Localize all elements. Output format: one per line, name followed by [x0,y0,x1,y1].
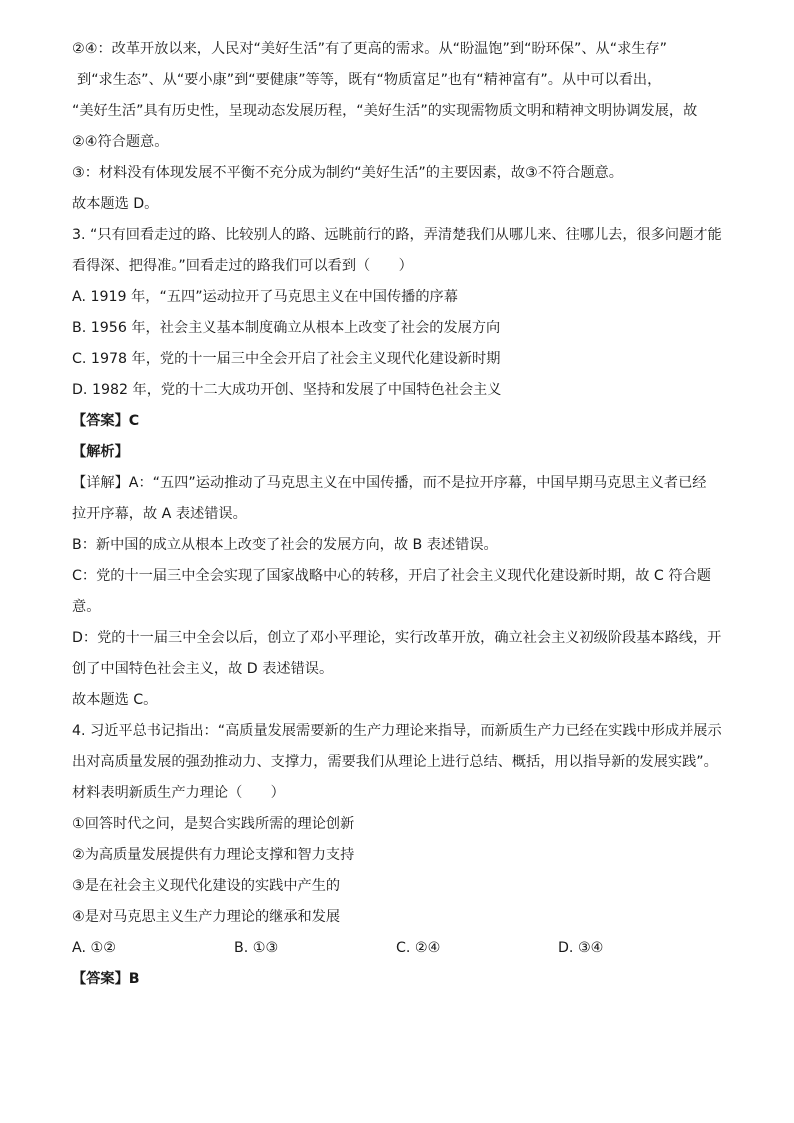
text-line: ②④符合题意。 [72,134,169,150]
option-a: A. ①② [72,940,116,956]
answer-label: 【答案】C [72,413,140,429]
question-3-option-c: C. 1978 年，党的十一届三中全会开启了社会主义现代化建设新时期 [72,351,501,367]
question-3-stem: 看得深、把得准。”回看走过的路我们可以看到（ ） [72,258,413,274]
question-3-option-d: D. 1982 年，党的十二大成功开创、坚持和发展了中国特色社会主义 [72,382,502,398]
question-3-option-b: B. 1956 年，社会主义基本制度确立从根本上改变了社会的发展方向 [72,320,501,336]
statement-4: ④是对马克思主义生产力理论的继承和发展 [72,909,341,925]
text-line: “美好生活”具有历史性，呈现动态发展历程，“美好生活”的实现需物质文明和精神文明协调发展，故 [72,103,698,119]
text-line: 故本题选 C。 [72,692,158,708]
text-line: ②④：改革开放以来，人民对“美好生活”有了更高的需求。从“盼温饱”到“盼环保”、从“求生存” [72,41,667,57]
text-line: C：党的十一届三中全会实现了国家战略中心的转移，开启了社会主义现代化建设新时期，故 C 符合题 [72,568,711,584]
statement-2: ②为高质量发展提供有力理论支撑和智力支持 [72,847,355,863]
answer-label: 【答案】B [72,971,140,987]
option-c: C. ②④ [396,940,441,956]
text-line: 【详解】A：“五四”运动推动了马克思主义在中国传播，而不是拉开序幕，中国早期马克思主义者已经 [72,475,707,491]
question-4-stem: 出对高质量发展的强劲推动力、支撑力，需要我们从理论上进行总结、概括，用以指导新的发展实践”。 [72,754,718,770]
text-line: 拉开序幕，故 A 表述错误。 [72,506,247,522]
text-line: 到“求生态”、从“要小康”到“要健康”等等，既有“物质富足”也有“精神富有”。从中可以看出， [77,72,662,88]
text-line: 意。 [72,599,101,615]
question-4-options [72,933,727,964]
statement-3: ③是在社会主义现代化建设的实践中产生的 [72,878,341,894]
analysis-label: 【解析】 [72,444,129,460]
text-line: B：新中国的成立从根本上改变了社会的发展方向，故 B 表述错误。 [72,537,498,553]
text-line: D：党的十一届三中全会以后，创立了邓小平理论，实行改革开放，确立社会主义初级阶段基本路线，开 [72,630,722,646]
option-d: D. ③④ [558,940,604,956]
text-line: 创了中国特色社会主义，故 D 表述错误。 [72,661,334,677]
question-4-stem: 4. 习近平总书记指出：“高质量发展需要新的生产力理论来指导，而新质生产力已经在实践中形成并展示 [72,723,722,739]
question-3-option-a: A. 1919 年，“五四”运动拉开了马克思主义在中国传播的序幕 [72,289,458,305]
text-line: ③：材料没有体现发展不平衡不充分成为制约“美好生活”的主要因素，故③不符合题意。 [72,165,623,181]
question-4-stem: 材料表明新质生产力理论（ ） [72,785,285,801]
text-line: 故本题选 D。 [72,196,159,212]
document-page [72,34,727,995]
statement-1: ①回答时代之问，是契合实践所需的理论创新 [72,816,355,832]
question-3-stem: 3. “只有回看走过的路、比较别人的路、远眺前行的路，弄清楚我们从哪儿来、往哪儿去，很多问题才能 [72,227,722,243]
option-b: B. ①③ [234,940,279,956]
